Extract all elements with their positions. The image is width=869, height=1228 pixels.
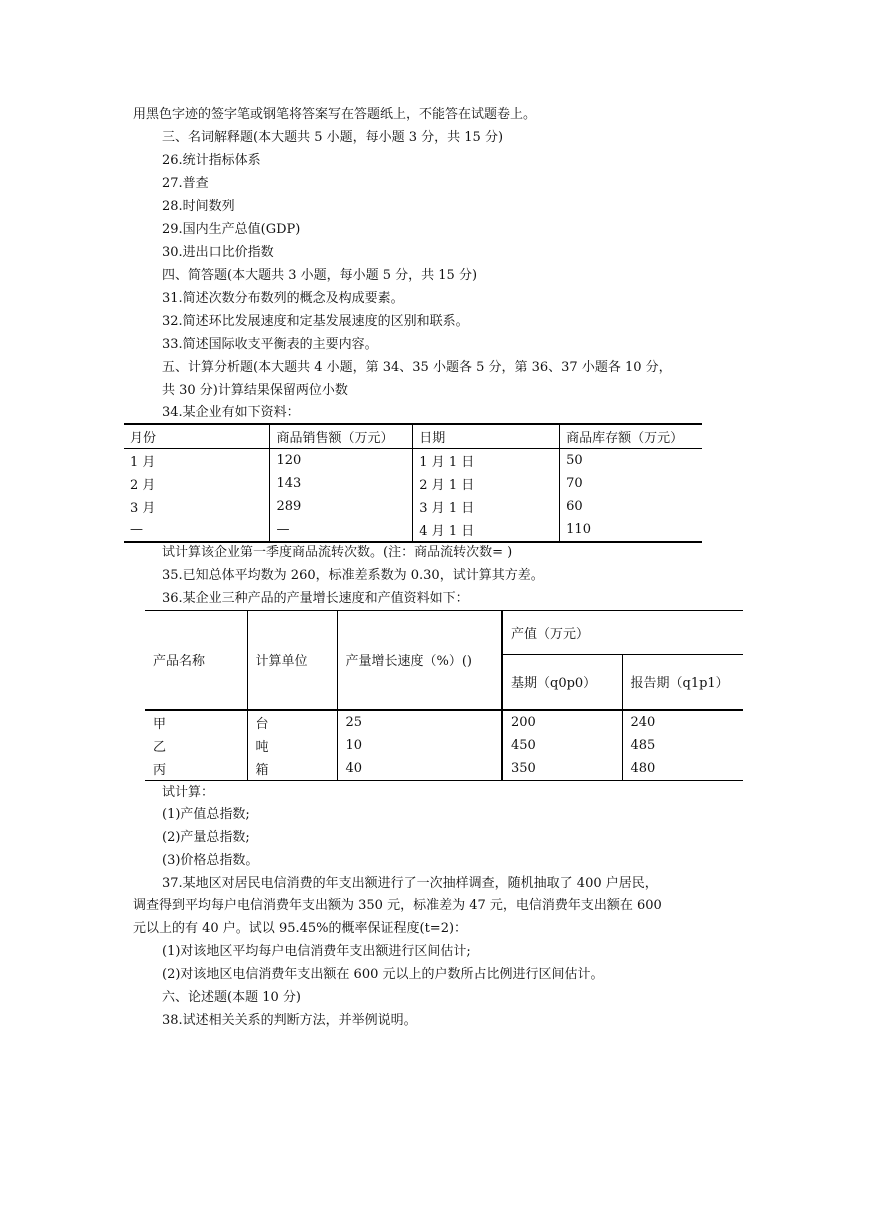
text-line-q37b: 调查得到平均每户电信消费年支出额为 350 元，标准差为 47 元，电信消费年支出额在 600 (133, 898, 662, 913)
text-line-q36b: (1)产值总指数; (162, 807, 250, 822)
cell-month: 3 月 (124, 495, 270, 518)
cell-product: 甲 (145, 710, 247, 734)
text-line-q31: 31.简述次数分布数列的概念及构成要素。 (162, 291, 404, 306)
cell-growth: 25 (337, 710, 502, 734)
cell-month: 2 月 (124, 472, 270, 495)
table-row (124, 495, 702, 518)
text-line-sec5a: 五、计算分析题(本大题共 4 小题，第 34、35 小题各 5 分，第 36、37 小题各 10 分， (162, 360, 672, 375)
cell-sales: 143 (270, 472, 413, 495)
text-line-sec6: 六、论述题(本题 10 分) (162, 990, 301, 1005)
table-row (145, 757, 743, 781)
text-line-q33: 33.简述国际收支平衡表的主要内容。 (162, 337, 378, 352)
cell-base: 450 (502, 734, 622, 757)
text-line-q37c: 元以上的有 40 户。试以 95.45%的概率保证程度(t=2)： (133, 921, 468, 936)
text-line-q30: 30.进出口比价指数 (162, 245, 274, 260)
text-line-q36: 36.某企业三种产品的产量增长速度和产值资料如下： (162, 591, 469, 606)
cell-date: 3 月 1 日 (413, 495, 560, 518)
cell-inventory: 70 (566, 476, 583, 491)
cell-unit: 吨 (247, 734, 337, 757)
cell-base: 350 (502, 757, 622, 781)
cell-inventory: 60 (566, 499, 583, 514)
cell-date: 1 月 1 日 (413, 449, 560, 473)
table-row (124, 449, 702, 473)
text-line-q36c: (2)产量总指数; (162, 830, 250, 845)
text-line-q26: 26.统计指标体系 (162, 153, 261, 168)
cell-product: 丙 (145, 757, 247, 781)
cell-report: 485 (630, 737, 656, 753)
table-row (124, 472, 702, 495)
text-line-intro: 用黑色字迹的签字笔或钢笔将答案写在答题纸上，不能答在试题卷上。 (133, 107, 537, 122)
cell-unit: 箱 (247, 757, 337, 781)
table-header-row (124, 424, 702, 449)
cell-growth: 40 (337, 757, 502, 781)
cell-month: 1 月 (124, 449, 270, 473)
cell-date: 4 月 1 日 (413, 518, 560, 542)
text-line-q34: 34.某企业有如下资料： (162, 405, 300, 420)
table-header-row (145, 611, 743, 655)
table-row (124, 518, 702, 542)
text-line-q32: 32.简述环比发展速度和定基发展速度的区别和联系。 (162, 314, 469, 329)
text-line-q34a: 试计算该企业第一季度商品流转次数。(注：商品流转次数= ) (162, 545, 513, 560)
col-header-sales: 商品销售额（万元） (270, 424, 413, 449)
cell-sales: — (270, 518, 413, 542)
cell-date: 2 月 1 日 (413, 472, 560, 495)
col-header-base-period: 基期（q0p0） (502, 655, 622, 710)
text-line-q28: 28.时间数列 (162, 199, 235, 214)
cell-base: 200 (502, 710, 622, 734)
cell-sales: 120 (270, 449, 413, 473)
cell-report: 480 (630, 760, 656, 776)
col-header-inventory: 商品库存额（万元） (566, 431, 684, 446)
col-header-growth: 产量增长速度（%）() (337, 611, 502, 710)
col-header-date: 日期 (413, 424, 560, 449)
text-line-q37d: (1)对该地区平均每户电信消费年支出额进行区间估计; (162, 944, 471, 959)
cell-unit: 台 (247, 710, 337, 734)
col-header-product-name: 产品名称 (145, 611, 247, 710)
text-line-q29: 29.国内生产总值(GDP) (162, 222, 301, 237)
table-row (145, 710, 743, 734)
cell-inventory: 50 (566, 453, 583, 468)
text-line-q36d: (3)价格总指数。 (162, 853, 259, 868)
text-line-sec3: 三、名词解释题(本大题共 5 小题，每小题 3 分，共 15 分) (162, 130, 504, 145)
text-line-q27: 27.普查 (162, 176, 209, 191)
cell-month: — (124, 518, 270, 542)
col-header-month: 月份 (124, 424, 270, 449)
table-row (145, 734, 743, 757)
text-line-q36a: 试计算： (162, 785, 215, 800)
col-header-output-value: 产值（万元） (511, 627, 590, 642)
text-line-q38: 38.试述相关关系的判断方法，并举例说明。 (162, 1013, 417, 1028)
text-line-sec5b: 共 30 分)计算结果保留两位小数 (162, 383, 348, 398)
text-line-q37e: (2)对该地区电信消费年支出额在 600 元以上的户数所占比例进行区间估计。 (162, 967, 604, 982)
text-line-sec4: 四、简答题(本大题共 3 小题，每小题 5 分，共 15 分) (162, 268, 478, 283)
col-header-unit: 计算单位 (247, 611, 337, 710)
text-line-q35: 35.已知总体平均数为 260，标准差系数为 0.30，试计算其方差。 (162, 568, 544, 583)
table-36-products (145, 610, 743, 781)
cell-report: 240 (630, 714, 656, 730)
cell-inventory: 110 (566, 522, 591, 537)
cell-sales: 289 (270, 495, 413, 518)
cell-growth: 10 (337, 734, 502, 757)
cell-product: 乙 (145, 734, 247, 757)
text-line-q37a: 37.某地区对居民电信消费的年支出额进行了一次抽样调查，随机抽取了 400 户居民， (162, 876, 658, 891)
col-header-report-period: 报告期（q1p1） (630, 676, 729, 692)
table-34-sales-inventory (124, 423, 702, 543)
